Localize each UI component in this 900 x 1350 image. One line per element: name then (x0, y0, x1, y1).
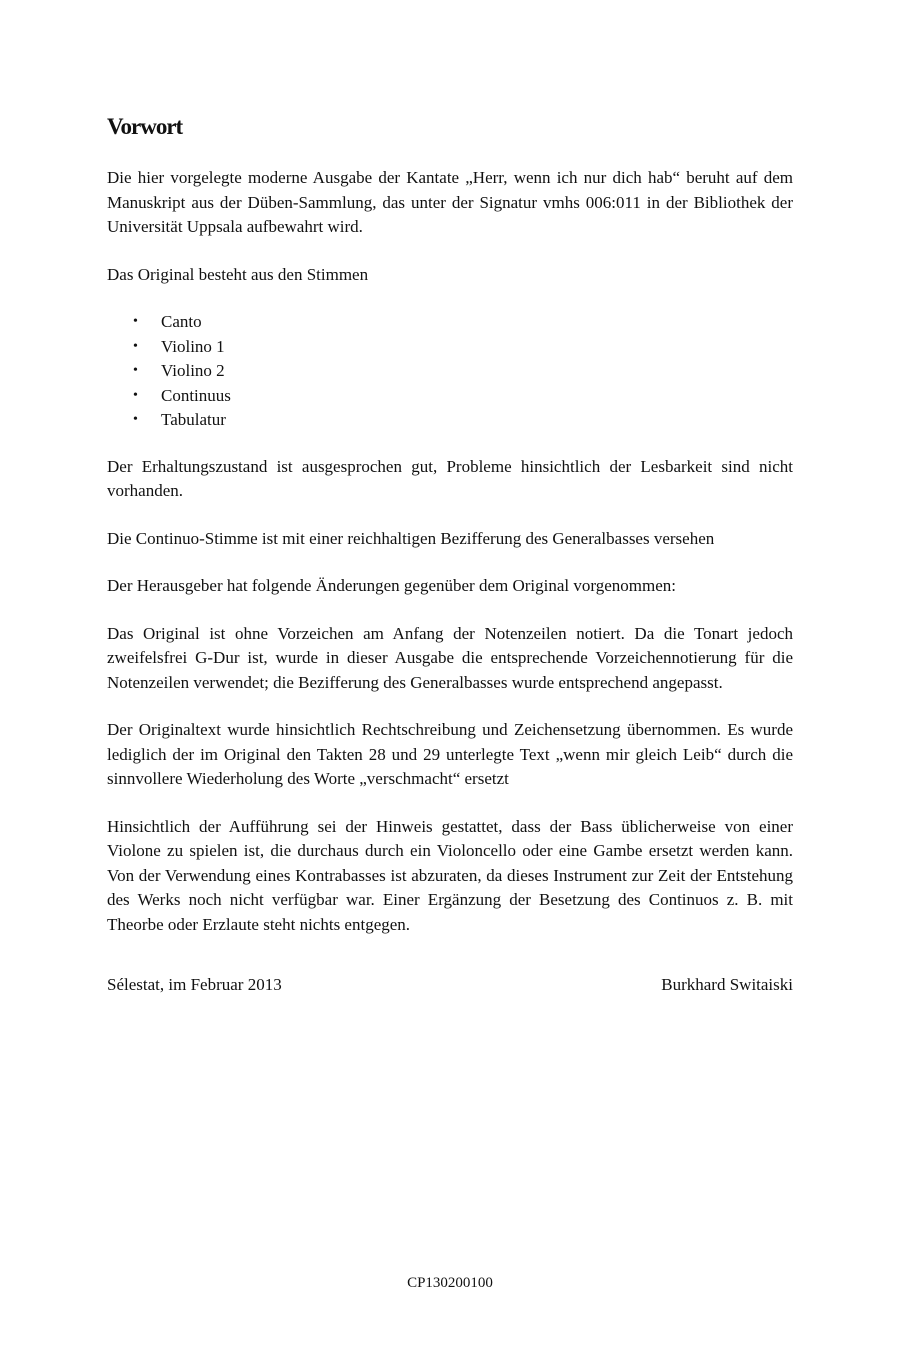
condition-paragraph: Der Erhaltungszustand ist ausgesprochen gut, Probleme hinsichtlich der Lesbarkeit sind nicht vorhanden. (107, 456, 793, 500)
voices-list (107, 310, 793, 433)
voice-label: Violino 2 (161, 361, 225, 380)
voice-label: Violino 1 (161, 336, 225, 356)
list-item (107, 359, 793, 384)
voice-label: Tabulatur (161, 410, 226, 429)
performance-paragraph: Hinsichtlich der Aufführung sei der Hinweis gestattet, dass der Bass üblicherweise von einer Violone zu spielen ist, die durchaus durch ein Violoncello oder eine Gambe ersetzt werden kann. Von der Verwendung eines Kontrabasses ist abzuraten, da dieses Instrument zur Zeit der Entstehung des Werks noch nicht verfügbar war. Einer Ergänzung der Besetzung des Continuos z. B. mit Theorbe oder Erzlaute steht nichts entgegen. (107, 816, 793, 934)
continuo-paragraph: Die Continuo-Stimme ist mit einer reichhaltigen Bezifferung des Generalbasses versehen (107, 528, 715, 548)
document-code: CP130200100 (407, 1275, 493, 1291)
bullet-icon: • (133, 412, 138, 427)
list-item (107, 384, 793, 409)
changes-intro-paragraph: Der Herausgeber hat folgende Änderungen gegenüber dem Original vorgenommen: (107, 576, 676, 595)
list-item (107, 310, 793, 335)
bullet-icon: • (133, 338, 138, 354)
bullet-icon: • (133, 387, 138, 403)
place-date: Sélestat, im Februar 2013 (107, 975, 282, 994)
key-signature-paragraph: Das Original ist ohne Vorzeichen am Anfang der Notenzeilen notiert. Da die Tonart jedoch zweifelsfrei G-Dur ist, wurde in dieser Ausgabe die entsprechende Vorzeichennotierung für die Notenzeilen verwendet; die Bezifferung des Generalbasses wurde entsprechend angepasst. (107, 623, 793, 692)
document-body (107, 112, 793, 998)
voices-intro: Das Original besteht aus den Stimmen (107, 264, 369, 284)
bullet-icon: • (133, 314, 138, 329)
voice-label: Continuus (161, 385, 231, 405)
page-title: Vorwort (107, 114, 183, 139)
list-item (107, 408, 793, 433)
list-item (107, 335, 793, 360)
voice-label: Canto (161, 312, 202, 331)
author-name: Burkhard Switaiski (661, 975, 793, 994)
signature-row (107, 973, 793, 998)
bullet-icon: • (133, 363, 138, 378)
intro-paragraph: Die hier vorgelegte moderne Ausgabe der Kantate „Herr, wenn ich nur dich hab“ beruht auf dem Manuskript aus der Düben-Sammlung, das unter der Signatur vmhs 006:011 in der Bibliothek der Universität Uppsala aufbewahrt wird. (107, 168, 793, 236)
text-changes-paragraph: Der Originaltext wurde hinsichtlich Rechtschreibung und Zeichensetzung übernommen. Es wurde lediglich der im Original den Takten 28 und 29 unterlegte Text „wenn mir gleich Leib“ durch die sinnvollere Wiederholung des Worte „verschmacht“ ersetzt (107, 720, 793, 788)
